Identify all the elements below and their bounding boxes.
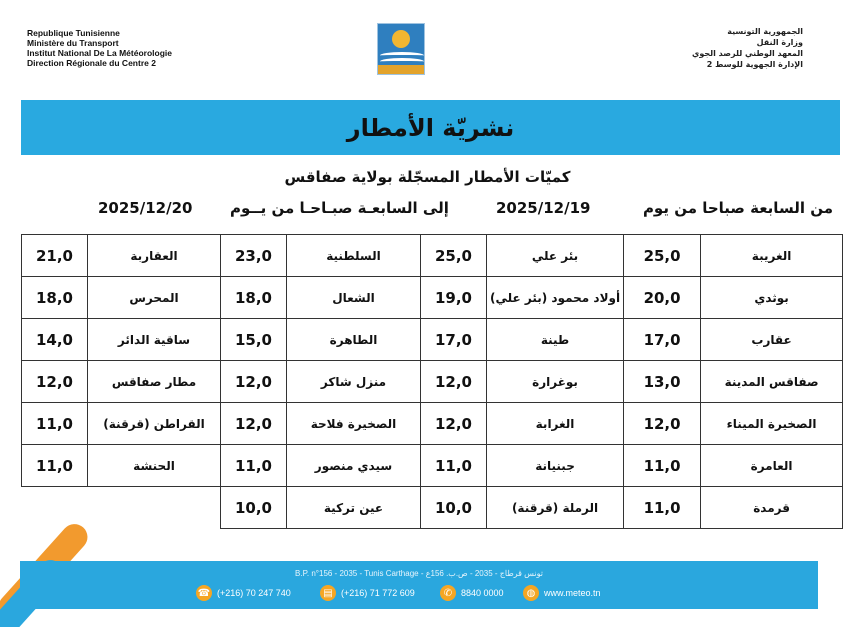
rainfall-value: 12,0 xyxy=(421,403,487,445)
rainfall-value: 12,0 xyxy=(624,403,701,445)
contact-footer xyxy=(20,561,818,609)
footer-website-link[interactable]: www.meteo.tn xyxy=(544,588,601,598)
footer-address: B.P. n°156 - 2035 - Tunis Carthage - تونس قرطاج - 2035 - ص.ب. 156ع xyxy=(295,569,543,578)
footer-phone xyxy=(196,585,291,601)
globe-icon: ◍ xyxy=(523,585,539,601)
station-name: بئر علي xyxy=(487,235,624,277)
station-name: صفاقس المدينة xyxy=(701,361,843,403)
table-row xyxy=(22,319,843,361)
header-left-line: Direction Régionale du Centre 2 xyxy=(27,58,156,68)
rainfall-value: 15,0 xyxy=(221,319,287,361)
header-right-line: الجمهورية التونسية xyxy=(727,27,803,36)
station-name: سيدي منصور xyxy=(287,445,421,487)
rainfall-value: 11,0 xyxy=(421,445,487,487)
station-name: قرمدة xyxy=(701,487,843,529)
header-right-line: وزارة النقل xyxy=(756,38,803,47)
station-name: طينة xyxy=(487,319,624,361)
logo-base xyxy=(378,65,425,74)
table-row xyxy=(22,235,843,277)
fax-icon: ▤ xyxy=(320,585,336,601)
station-name: الغرابة xyxy=(487,403,624,445)
station-name: الغريبة xyxy=(701,235,843,277)
green-number-icon: ✆ xyxy=(440,585,456,601)
rainfall-value: 25,0 xyxy=(624,235,701,277)
period-from-date: 2025/12/19 xyxy=(496,199,591,217)
footer-phone-number: (+216) 70 247 740 xyxy=(217,588,291,598)
station-name: المحرس xyxy=(88,277,221,319)
table-row xyxy=(22,445,843,487)
header-left-line: Institut National De La Météorologie xyxy=(27,48,172,58)
station-name: الصخيرة فلاحة xyxy=(287,403,421,445)
rainfall-value: 11,0 xyxy=(22,445,88,487)
header-right-line: المعهد الوطني للرصد الجوي xyxy=(692,49,803,58)
period-to-date: 2025/12/20 xyxy=(98,199,193,217)
station-name: مطار صفاقس xyxy=(88,361,221,403)
bulletin-title: نشريّة الأمطار xyxy=(346,113,515,142)
bulletin-subtitle: كميّات الأمطار المسجّلة بولاية صفاقس xyxy=(284,168,571,186)
station-name: جبنيانة xyxy=(487,445,624,487)
rainfall-value: 12,0 xyxy=(221,361,287,403)
rainfall-value: 12,0 xyxy=(221,403,287,445)
empty-cell xyxy=(22,487,221,529)
logo-sun xyxy=(392,30,410,48)
station-name: الشعال xyxy=(287,277,421,319)
logo-wave xyxy=(380,58,424,65)
rainfall-value: 25,0 xyxy=(421,235,487,277)
rainfall-value: 14,0 xyxy=(22,319,88,361)
rainfall-value: 20,0 xyxy=(624,277,701,319)
station-name: السلطنية xyxy=(287,235,421,277)
station-name: ساقية الدائر xyxy=(88,319,221,361)
rainfall-table xyxy=(21,234,843,529)
table-row xyxy=(22,403,843,445)
rainfall-value: 10,0 xyxy=(421,487,487,529)
rainfall-value: 21,0 xyxy=(22,235,88,277)
footer-green-number-value: 8840 0000 xyxy=(461,588,504,598)
rainfall-value: 23,0 xyxy=(221,235,287,277)
rainfall-value: 17,0 xyxy=(624,319,701,361)
period-to-label: إلى السابعـة صبـاحـا من يــوم xyxy=(230,199,449,217)
station-name: الطاهرة xyxy=(287,319,421,361)
rainfall-value: 19,0 xyxy=(421,277,487,319)
rainfall-value: 12,0 xyxy=(22,361,88,403)
station-name: بوثدي xyxy=(701,277,843,319)
station-name: الصخيرة الميناء xyxy=(701,403,843,445)
inm-logo xyxy=(377,23,425,75)
header-left-line: Ministère du Transport xyxy=(27,38,119,48)
rainfall-value: 11,0 xyxy=(22,403,88,445)
footer-green-number xyxy=(440,585,504,601)
station-name: بوغرارة xyxy=(487,361,624,403)
header-left-line: Republique Tunisienne xyxy=(27,28,120,38)
rainfall-value: 11,0 xyxy=(624,487,701,529)
rainfall-value: 11,0 xyxy=(221,445,287,487)
rainfall-value: 18,0 xyxy=(221,277,287,319)
rainfall-value: 13,0 xyxy=(624,361,701,403)
rainfall-value: 11,0 xyxy=(624,445,701,487)
rainfall-value: 10,0 xyxy=(221,487,287,529)
footer-fax xyxy=(320,585,415,601)
station-name: القراطن (قرقنة) xyxy=(88,403,221,445)
phone-icon: ☎ xyxy=(196,585,212,601)
station-name: العامرة xyxy=(701,445,843,487)
rainfall-value: 17,0 xyxy=(421,319,487,361)
station-name: منزل شاكر xyxy=(287,361,421,403)
station-name: العقاربة xyxy=(88,235,221,277)
station-name: الرملة (قرقنة) xyxy=(487,487,624,529)
footer-website[interactable] xyxy=(523,585,601,601)
station-name: أولاد محمود (بئر علي) xyxy=(487,277,624,319)
header-right-line: الإدارة الجهوية للوسط 2 xyxy=(706,60,803,69)
header-left-french xyxy=(27,28,172,68)
station-name: عين تركية xyxy=(287,487,421,529)
header-right-arabic xyxy=(692,26,803,70)
rainfall-value: 12,0 xyxy=(421,361,487,403)
table-row xyxy=(22,277,843,319)
rainfall-value: 18,0 xyxy=(22,277,88,319)
station-name: عقارب xyxy=(701,319,843,361)
footer-fax-number: (+216) 71 772 609 xyxy=(341,588,415,598)
station-name: الحنشة xyxy=(88,445,221,487)
title-banner xyxy=(21,100,840,155)
table-row xyxy=(22,487,843,529)
table-row xyxy=(22,361,843,403)
period-from-label: من السابعة صباحا من يوم xyxy=(642,199,833,217)
